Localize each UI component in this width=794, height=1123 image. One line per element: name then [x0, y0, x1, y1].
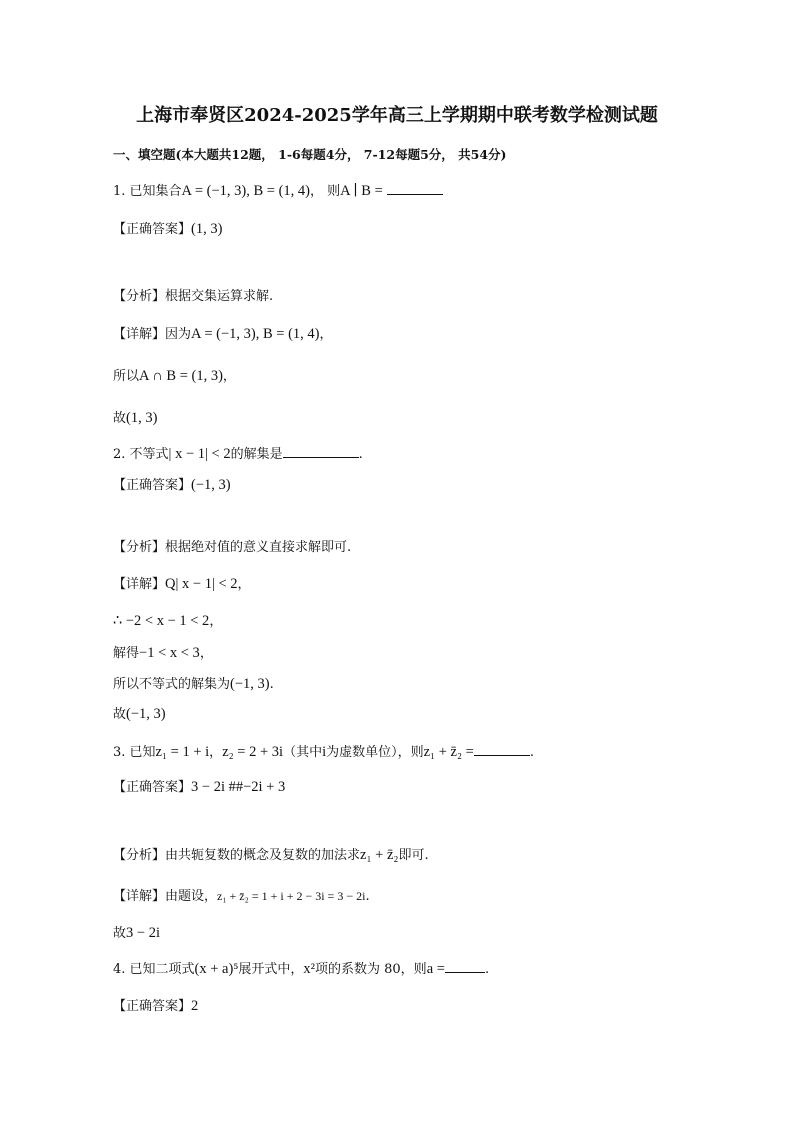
question-4-answer	[113, 997, 198, 1016]
math-expression: A = (−1, 3), B = (1, 4)	[181, 183, 310, 199]
math-expression: i	[322, 744, 327, 760]
section-header: 一、填空题(本大题共12题， 1-6每题4分， 7-12每题5分， 共54分)	[113, 147, 507, 162]
detail-label: 【详解】	[113, 327, 166, 342]
question-text: .	[529, 745, 534, 760]
answer-label: 【正确答案】	[113, 780, 192, 795]
answer-value: (1, 3)	[191, 221, 223, 237]
math-expression: ∴ −2 < x − 1 < 2	[113, 613, 210, 629]
question-3-stem	[113, 743, 534, 762]
math-expression: z₂ = 2 + 3i	[222, 744, 284, 760]
answer-value: 2	[191, 998, 199, 1014]
question-2-analysis	[113, 539, 351, 557]
question-2-detail	[113, 575, 251, 594]
question-2-conclusion	[113, 705, 166, 724]
question-text: 为虚数单位），则	[326, 745, 424, 760]
math-expression: A ∩ B = (1, 3)	[139, 368, 223, 384]
answer-blank	[474, 743, 530, 756]
conclusion-text: 故	[113, 411, 127, 426]
question-2-detail-line4	[113, 675, 274, 694]
detail-text: .	[269, 677, 274, 692]
detail-text: ，	[237, 577, 251, 592]
detail-label: 【详解】	[113, 889, 166, 904]
analysis-text: 根据交集运算求解.	[165, 289, 274, 304]
detail-text: 所以	[113, 369, 140, 384]
detail-text: .	[365, 889, 370, 904]
math-expression: A ∣ B =	[340, 183, 383, 199]
math-expression: | x − 1| < 2	[168, 446, 231, 462]
question-3-answer	[113, 778, 285, 797]
answer-label: 【正确答案】	[113, 222, 192, 237]
answer-blank	[387, 182, 443, 195]
math-expression: −1 < x < 3	[139, 645, 200, 661]
question-2-detail-line3	[113, 644, 213, 663]
math-expression: (−1, 3)	[230, 676, 270, 692]
conclusion-text: 故	[113, 926, 127, 941]
math-expression: A = (−1, 3), B = (1, 4)	[191, 326, 320, 342]
analysis-label: 【分析】	[113, 540, 166, 555]
question-2-stem	[113, 445, 363, 464]
math-expression: z₁ + z̄₂ = 1 + i + 2 − 3i = 3 − 2i	[217, 889, 366, 903]
math-expression: Q| x − 1| < 2	[165, 576, 238, 592]
question-text: 的解集是	[230, 447, 283, 462]
conclusion-text: 故	[113, 707, 127, 722]
analysis-label: 【分析】	[113, 848, 166, 863]
question-1-detail	[113, 325, 333, 344]
detail-text: 所以不等式的解集为	[113, 677, 231, 692]
math-expression: a =	[426, 961, 445, 977]
analysis-text: 即可.	[398, 848, 429, 863]
question-text: （其中	[283, 745, 323, 760]
question-1-answer	[113, 220, 222, 239]
question-text: ， 则	[310, 184, 341, 199]
detail-text: ，	[199, 646, 213, 661]
question-text: 项的系数为 80，则	[315, 962, 427, 977]
question-text: 2. 不等式	[113, 447, 169, 462]
math-expression: x²	[303, 961, 315, 977]
math-expression: (1, 3)	[126, 410, 158, 426]
math-expression: z₁ + z̄₂ =	[423, 744, 474, 760]
detail-text: ，	[319, 327, 333, 342]
math-expression: (−1, 3)	[126, 706, 166, 722]
question-1-conclusion	[113, 409, 157, 428]
question-text: 展开式中，	[238, 962, 304, 977]
question-text: .	[358, 447, 363, 462]
analysis-label: 【分析】	[113, 289, 166, 304]
analysis-text: 根据绝对值的意义直接求解即可.	[165, 540, 352, 555]
answer-blank	[283, 445, 359, 458]
question-text: ，	[209, 745, 223, 760]
question-3-detail	[113, 887, 370, 906]
question-text: 1. 已知集合	[113, 184, 182, 199]
question-1-detail-line2	[113, 367, 236, 386]
question-2-answer	[113, 476, 231, 495]
answer-value: 3 − 2i ##−2i + 3	[191, 779, 286, 795]
question-1-stem	[113, 182, 443, 201]
question-4-stem	[113, 960, 489, 979]
question-3-analysis	[113, 846, 429, 865]
detail-text: 由题设，	[165, 889, 218, 904]
detail-text: 因为	[165, 327, 192, 342]
math-expression: 3 − 2i	[126, 925, 160, 941]
math-expression: z₁ = 1 + i	[155, 744, 210, 760]
detail-text: 解得	[113, 646, 140, 661]
question-text: .	[484, 962, 490, 977]
question-3-conclusion	[113, 924, 160, 943]
answer-label: 【正确答案】	[113, 999, 192, 1014]
question-2-detail-line2	[113, 612, 222, 631]
detail-label: 【详解】	[113, 577, 166, 592]
analysis-text: 由共轭复数的概念及复数的加法求	[165, 848, 361, 863]
answer-value: (−1, 3)	[191, 477, 231, 493]
math-expression: (x + a)⁵	[194, 961, 239, 977]
detail-text: ，	[222, 369, 236, 384]
answer-blank	[445, 960, 485, 973]
question-text: 3. 已知	[113, 745, 156, 760]
math-expression: z₁ + z̄₂	[360, 847, 399, 863]
document-title: 上海市奉贤区2024-2025学年高三上学期期中联考数学检测试题	[136, 105, 658, 126]
question-1-analysis	[113, 288, 273, 306]
detail-text: ，	[209, 614, 223, 629]
question-text: 4. 已知二项式	[113, 962, 195, 977]
answer-label: 【正确答案】	[113, 478, 192, 493]
